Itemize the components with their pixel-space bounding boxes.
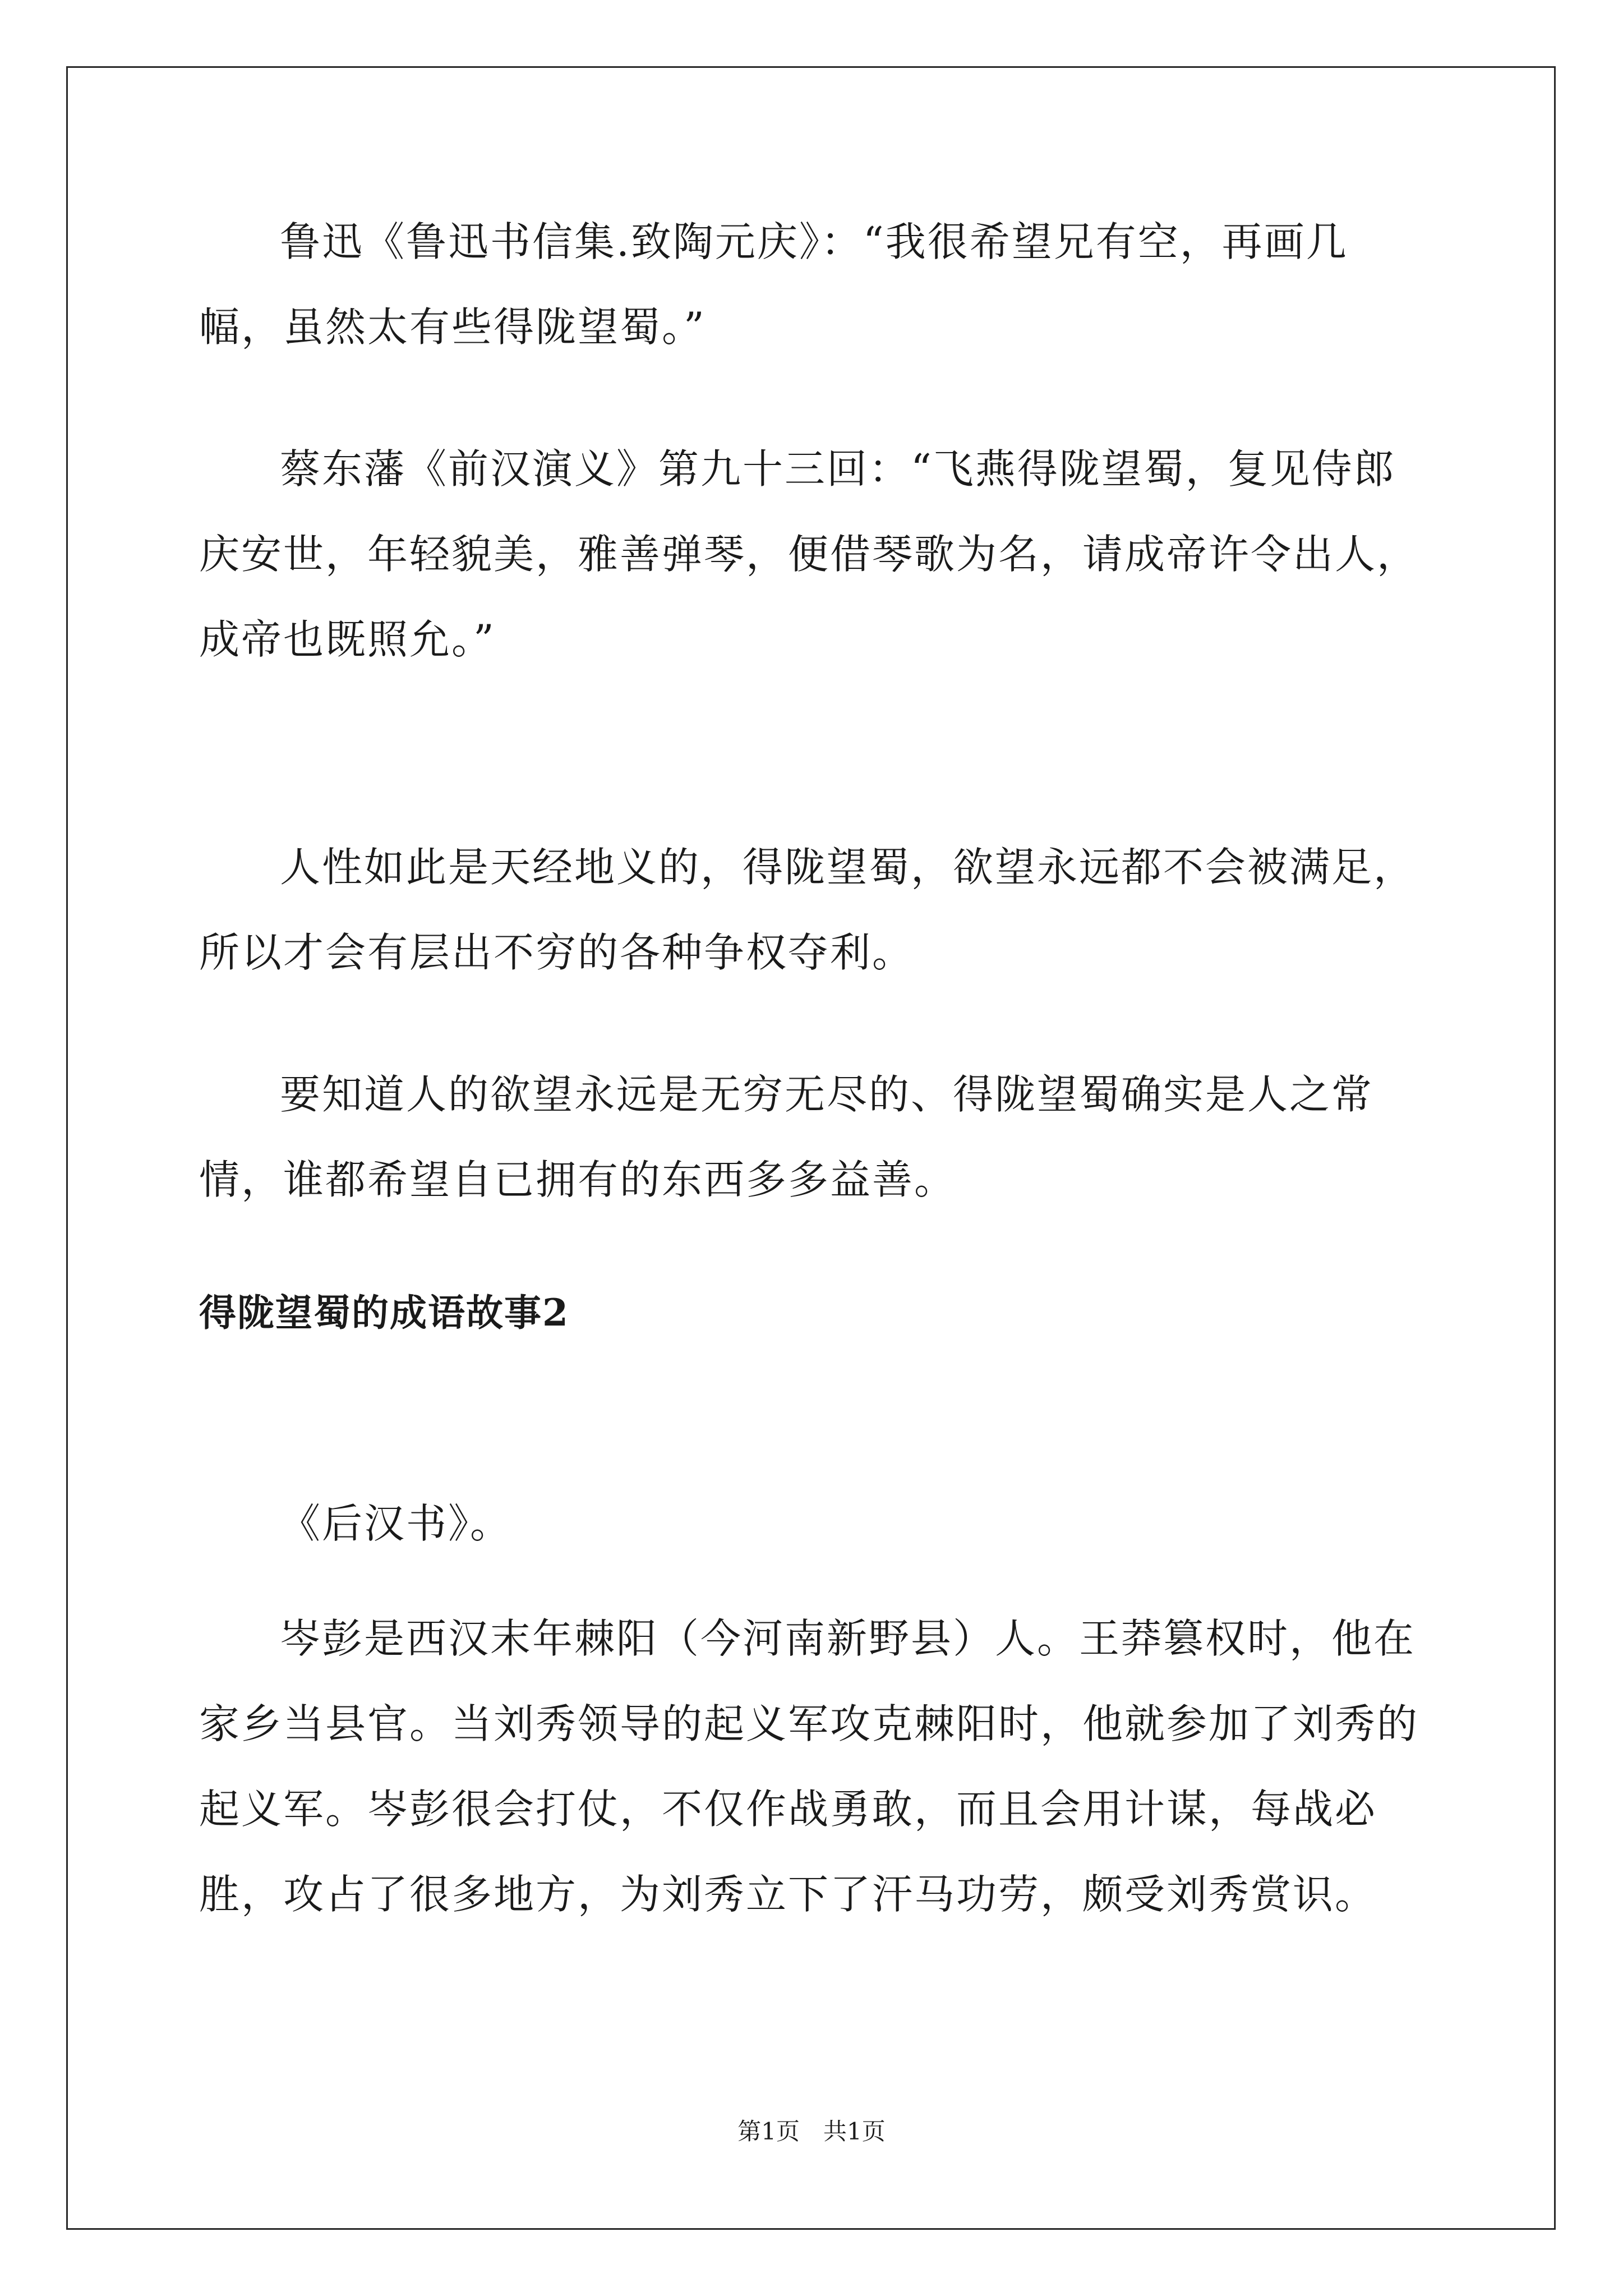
section-paragraph-2: 岑彭是西汉末年棘阳（今河南新野县）人。王莽篡权时，他在家乡当县官。当刘秀领导的起义军攻克棘阳时，他就参加了刘秀的起义军。岑彭很会打仗，不仅作战勇敢，而且会用计谋，每战必胜，攻占了很多地方，为刘秀立下了汗马功劳，颇受刘秀赏识。 (199, 1615, 1419, 1918)
paragraph-3: 人性如此是天经地义的，得陇望蜀，欲望永远都不会被满足，所以才会有层出不穷的各种争权夺利。 (199, 844, 1416, 976)
page-number: 第1页 共1页 (737, 2118, 886, 2145)
paragraph-1: 鲁迅《鲁迅书信集.致陶元庆》：“我很希望兄有空，再画几幅，虽然太有些得陇望蜀。” (199, 218, 1348, 351)
section-title: 得陇望蜀的成语故事2 (199, 1291, 569, 1335)
paragraph-2: 蔡东藩《前汉演义》第九十三回：“飞燕得陇望蜀，复见侍郎庆安世，年轻貌美，雅善弹琴，便借琴歌为名，请成帝许令出人，成帝也既照允。” (199, 445, 1419, 663)
paragraph-4: 要知道人的欲望永远是无穷无尽的、得陇望蜀确实是人之常情，谁都希望自已拥有的东西多多益善。 (199, 1071, 1374, 1203)
section-paragraph-1: 《后汉书》。 (280, 1500, 513, 1547)
